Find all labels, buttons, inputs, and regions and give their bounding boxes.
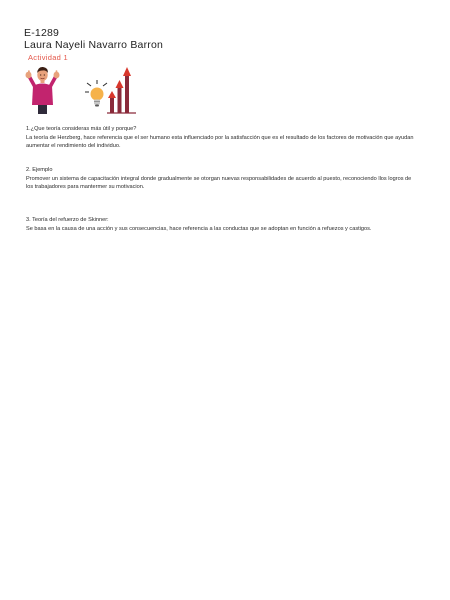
activity-label: Actividad 1 (28, 53, 68, 62)
example-section (26, 166, 416, 192)
author-name: Laura Nayeli Navarro Barron (24, 39, 164, 51)
thumbs-up-person-icon (26, 67, 60, 114)
skinner-section (26, 216, 416, 233)
document-code: E-1289 (24, 27, 60, 39)
motivation-illustration (24, 64, 136, 114)
lightbulb-icon (85, 80, 107, 107)
document-header (24, 27, 163, 62)
question-1-body: La teoría de Herzberg, hace referencia que el ser humano esta influenciado por la satisfacción que es el resultado de los factores de motivación que ayudan aumentar el rendimiento del individuo. (26, 134, 414, 150)
example-heading: 2. Ejemplo (26, 167, 53, 173)
skinner-body: Se basa en la causa de una acción y sus consecuencias, hace referencia a las conductas que se adoptan en función a refuezos y castigos. (26, 225, 372, 232)
question-1-heading: 1.¿Que teoría consideras más útil y porque? (26, 126, 137, 132)
example-body: Promover un sistema de capacitación integral donde gradualmente se otorgan nuevas responsabilidades de acuerdo al puesto, reconociendo llos logros de los trabajadores para mantermer su motivacion. (26, 175, 412, 191)
skinner-heading: 3. Teoría del refuerzo de Skinner: (26, 217, 109, 223)
question-1-section (26, 125, 416, 151)
growth-arrows-chart-icon (107, 67, 136, 113)
